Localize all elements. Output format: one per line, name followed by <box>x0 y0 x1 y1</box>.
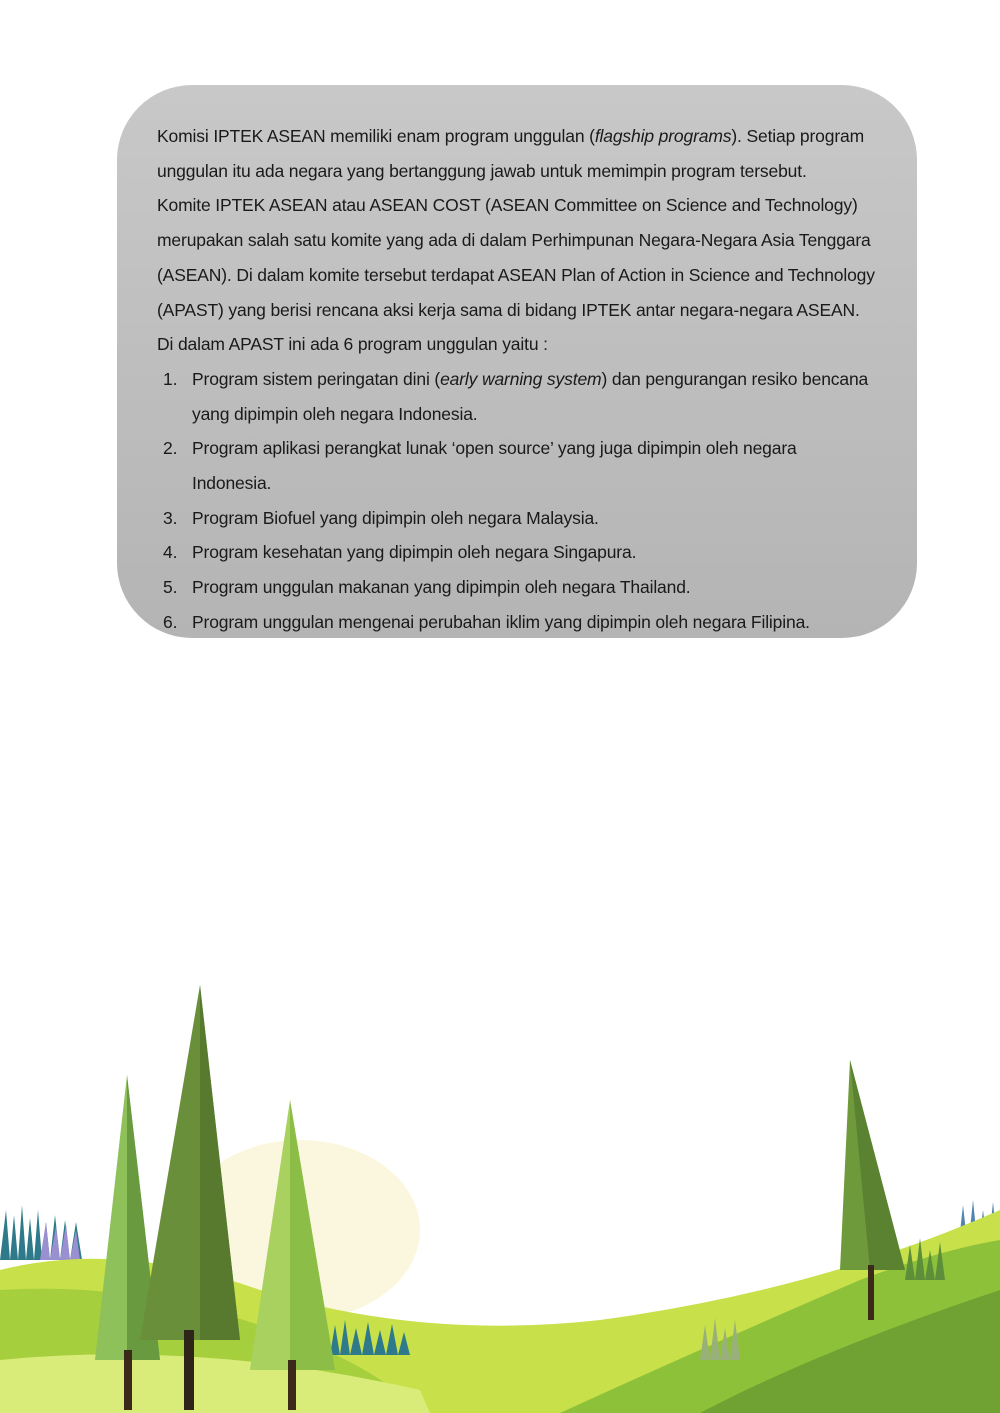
list-item <box>157 431 877 500</box>
grass-tufts-purple <box>40 1222 80 1260</box>
list-item <box>157 605 877 640</box>
list-text-emphasis: early warning system <box>440 368 602 389</box>
list-number: 6. <box>163 611 178 632</box>
tree-trunk <box>184 1330 194 1410</box>
list-text: Program unggulan makanan yang dipimpin oleh negara Thailand. <box>192 577 691 598</box>
intro-text-emphasis: flagship programs <box>594 126 732 146</box>
tree-trunk <box>868 1265 874 1320</box>
list-number: 3. <box>163 507 178 528</box>
list-number: 1. <box>163 368 178 389</box>
program-list <box>157 362 877 640</box>
tree-trunk <box>288 1360 296 1410</box>
list-text: Program kesehatan yang dipimpin oleh negara Singapura. <box>192 542 637 563</box>
list-item <box>157 570 877 605</box>
list-text-b: ) dan pengurangan resiko bencana yang dipimpin oleh negara Indonesia. <box>192 368 869 424</box>
list-text: Program Biofuel yang dipimpin oleh negara Malaysia. <box>192 507 599 528</box>
list-text: Program unggulan mengenai perubahan iklim yang dipimpin oleh negara Filipina. <box>192 611 810 632</box>
list-item <box>157 535 877 570</box>
list-number: 5. <box>163 577 178 598</box>
list-item <box>157 362 877 431</box>
tree-trunk <box>124 1350 132 1410</box>
grass-tufts-left <box>0 1205 82 1260</box>
landscape-illustration <box>0 960 1000 1413</box>
list-number: 2. <box>163 438 178 459</box>
list-number: 4. <box>163 542 178 563</box>
list-item <box>157 501 877 536</box>
intro-paragraph <box>157 119 877 188</box>
intro-text-a: Komisi IPTEK ASEAN memiliki enam program unggulan ( <box>157 126 595 146</box>
list-text: Program aplikasi perangkat lunak ‘open source’ yang juga dipimpin oleh negara Indonesia. <box>192 438 797 494</box>
cost-paragraph: Komite IPTEK ASEAN atau ASEAN COST (ASEAN Committee on Science and Technology) merupakan salah satu komite yang ada di dalam Perhimpunan Negara-Negara Asia Tenggara (ASEAN). Di dalam komite tersebut terdapat ASEAN Plan of Action in Science and Technology (APAST) yang berisi rencana aksi kerja sama di bidang IPTEK antar negara-negara ASEAN. <box>157 195 875 320</box>
apast-paragraph: Di dalam APAST ini ada 6 program unggulan yaitu : <box>157 334 548 355</box>
info-card <box>117 85 917 638</box>
list-text-a: Program sistem peringatan dini ( <box>192 368 441 389</box>
intro-text-b: ). Setiap program unggulan itu ada negara yang bertanggung jawab untuk memimpin program tersebut. <box>157 126 865 181</box>
